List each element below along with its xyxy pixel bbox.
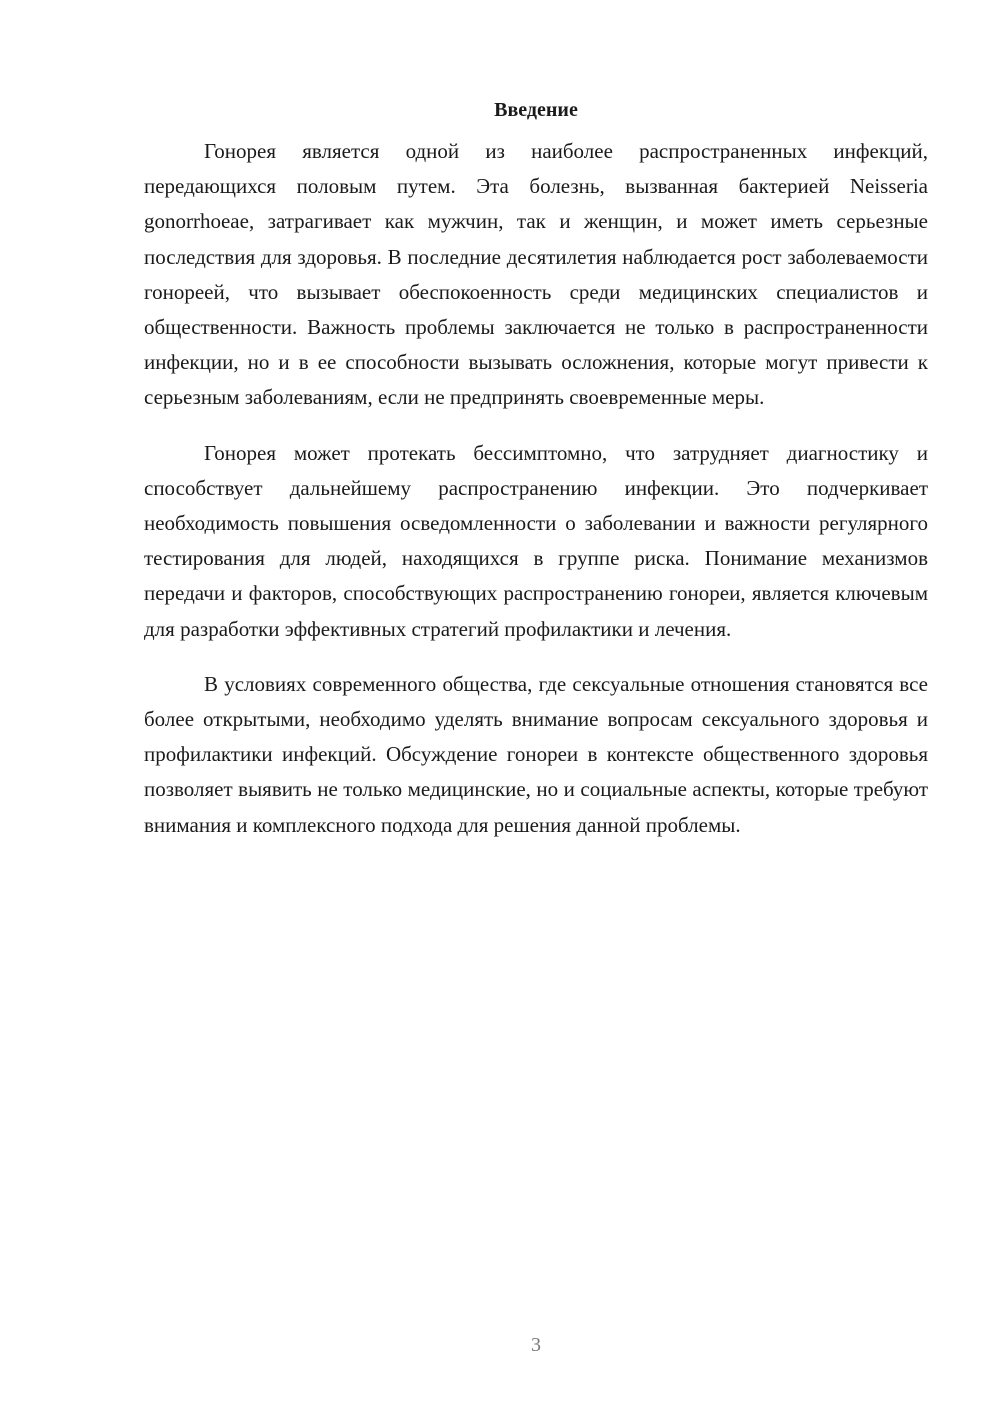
paragraph-2: Гонорея может протекать бессимптомно, что затрудняет диагностику и способствует дальнейшему распространению инфекции. Это подчеркивает необходимость повышения осведомленности о заболевании и важности регулярного тестирования для людей, находящихся в группе риска. Понимание механизмов передачи и факторов, способствующих распространению гонореи, является ключевым для разработки эффективных стратегий профилактики и лечения.	[144, 440, 928, 641]
paragraph-1: Гонорея является одной из наиболее распространенных инфекций, передающихся половым путем. Эта болезнь, вызванная бактерией Neisseria gonorrhoeae, затрагивает как мужчин, так и женщин, и может иметь серьезные последствия для здоровья. В последние десятилетия наблюдается рост заболеваемости гонореей, что вызывает обеспокоенность среди медицинских специалистов и общественности. Важность проблемы заключается не только в распространенности инфекции, но и в ее способности вызывать осложнения, которые могут привести к серьезным заболеваниям, если не предпринять своевременные меры.	[144, 139, 928, 410]
section-title: Введение	[494, 99, 578, 121]
paragraph-3: В условиях современного общества, где сексуальные отношения становятся все более открытыми, необходимо уделять внимание вопросам сексуального здоровья и профилактики инфекций. Обсуждение гонореи в контексте общественного здоровья позволяет выявить не только медицинские, но и социальные аспекты, которые требуют внимания и комплексного подхода для решения данной проблемы.	[144, 671, 928, 837]
page-number: 3	[531, 1334, 541, 1356]
page-content	[144, 92, 928, 863]
